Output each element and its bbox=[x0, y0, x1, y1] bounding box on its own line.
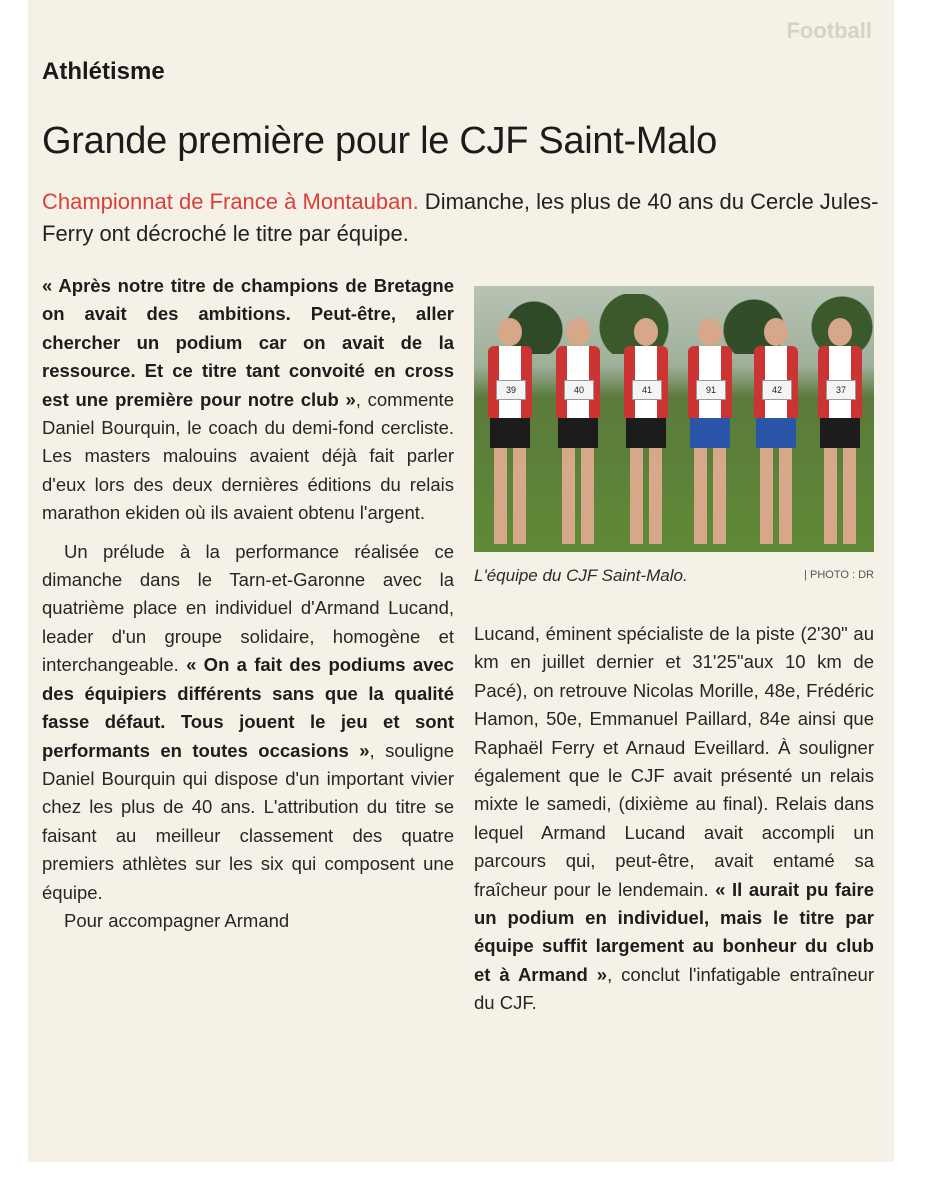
paragraph-1 bbox=[42, 272, 454, 528]
column-right bbox=[474, 620, 874, 1018]
lead-paragraph bbox=[42, 186, 882, 250]
athlete bbox=[748, 318, 804, 548]
photo-credit: | PHOTO : DR bbox=[804, 569, 874, 581]
quote-2: « On a fait des podiums avec des équipiers différents sans que la qualité fasse défaut. Tous jouent le jeu et sont performants en toutes occasions » bbox=[42, 654, 454, 761]
paragraph-2 bbox=[42, 538, 454, 907]
headline: Grande première pour le CJF Saint-Malo bbox=[42, 120, 717, 162]
bleed-through-section: Football bbox=[786, 18, 872, 43]
column-left bbox=[42, 272, 454, 935]
lead-kicker: Championnat de France à Montauban. bbox=[42, 189, 419, 214]
newspaper-page bbox=[28, 0, 894, 1162]
bib-number: 41 bbox=[632, 380, 662, 400]
athlete bbox=[682, 318, 738, 548]
photo-caption bbox=[474, 566, 874, 586]
bib-number: 91 bbox=[696, 380, 726, 400]
athlete bbox=[482, 318, 538, 548]
bib-number: 42 bbox=[762, 380, 792, 400]
quote-1: « Après notre titre de champions de Bretagne on avait des ambitions. Peut-être, aller chercher un podium car on avait de la ressource. Et ce titre tant convoité en cross est une première pour notre club » bbox=[42, 275, 454, 410]
paragraph-2-text: Un prélude à la performance réalisée ce dimanche dans le Tarn-et-Garonne avec la quatrième place en individuel d'Armand Lucand, leader d'un groupe solidaire, homogène et interchangeable. bbox=[42, 540, 454, 676]
paragraph-4-rest: , conclut l'infatigable entraîneur du CJF. bbox=[474, 963, 874, 1014]
paragraph-3: Pour accompagner Armand bbox=[64, 909, 290, 931]
athlete bbox=[550, 318, 606, 548]
quote-3: « Il aurait pu faire un podium en individuel, mais le titre par équipe suffit largement au bonheur du club et à Armand » bbox=[474, 878, 874, 985]
athlete bbox=[618, 318, 674, 548]
bib-number: 40 bbox=[564, 380, 594, 400]
bib-number: 37 bbox=[826, 380, 856, 400]
paragraph-4-text: Lucand, éminent spécialiste de la piste (2'30" au km en juillet dernier et 31'25"aux 10 km de Pacé), on retrouve Nicolas Morille, 48e, Frédéric Hamon, 50e, Emmanuel Paillard, 84e ainsi que Raphaël Ferry et Arnaud Eveillard. À souligner également que le CJF avait présenté un relais mixte le samedi, (dixième au final). Relais dans lequel Armand Lucand avait accompli un parcours qui, peut-être, avait entamé sa fraîcheur pour le lendemain. bbox=[474, 623, 874, 900]
lead-text: Dimanche, les plus de 40 ans du Cercle Jules-Ferry ont décroché le titre par équipe. bbox=[42, 189, 879, 246]
paragraph-2-rest: , souligne Daniel Bourquin qui dispose d'un important vivier chez les plus de 40 ans. L'attribution du titre se faisant au meilleur classement des quatre premiers athlètes sur les six qui composent une équipe. bbox=[42, 739, 454, 903]
bib-number: 39 bbox=[496, 380, 526, 400]
paragraph-4 bbox=[474, 620, 874, 1018]
team-photo bbox=[474, 286, 874, 552]
photo-caption-text: L'équipe du CJF Saint-Malo. bbox=[474, 566, 688, 585]
section-label: Athlétisme bbox=[42, 58, 165, 85]
athlete bbox=[812, 318, 868, 548]
paragraph-1-text: , commente Daniel Bourquin, le coach du demi-fond cercliste. Les masters malouins avaient déjà fait parler d'eux lors des deux dernières éditions du relais marathon ekiden où ils avaient obtenu l'argent. bbox=[42, 388, 454, 524]
